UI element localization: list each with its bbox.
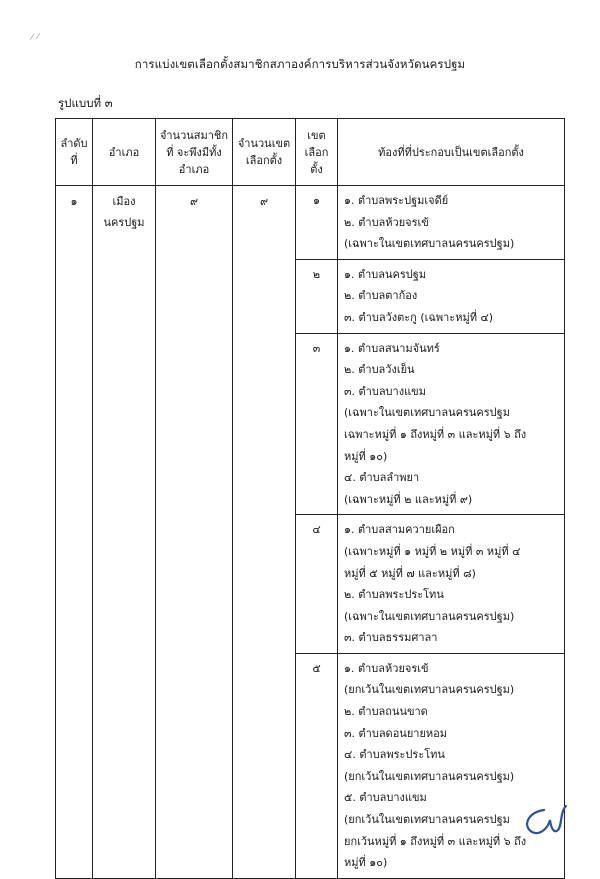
area-line: ๑. ตำบลห้วยจรเข้ [344,661,429,675]
area-line: ยกเว้นหมู่ที่ ๑ ถึงหมู่ที่ ๓ และหมู่ที่ ๖ ถึง [344,834,527,848]
scan-mark-icon [28,30,48,44]
area-line: ๑. ตำบลนครปฐม [344,267,427,281]
area-line: ๕. ตำบลบางแขม [344,791,427,805]
area-line: ๒. ตำบลตาก้อง [344,289,418,303]
cell-order: ๑ [56,186,93,879]
area-line: ๒. ตำบลวังเย็น [344,363,415,377]
header-district: อำเภอ [93,119,156,186]
table-row [56,186,565,260]
cell-members: ๙ [156,186,233,879]
zoning-table [55,118,565,879]
area-line: ๓. ตำบลบางแขม [344,384,426,398]
area-line: (ยกเว้นในเขตเทศบาลนครนครปฐม) [344,683,515,697]
header-order: ลำดับ ที่ [56,119,93,186]
area-line: (ยกเว้นในเขตเทศบาลนครนครปฐม [344,813,510,827]
cell-zone-count: ๙ [233,186,296,879]
zone-areas [338,333,565,515]
area-line: หมู่ที่ ๑๐) [344,856,388,870]
header-zone: เขต เลือกตั้ง [296,119,338,186]
format-label: รูปแบบที่ ๓ [58,96,113,110]
area-line: ๓. ตำบลดอนยายหอม [344,726,448,740]
area-line: ๓. ตำบลธรรมศาลา [344,631,438,645]
zone-number: ๒ [296,259,338,333]
zone-number: ๔ [296,515,338,654]
area-line: ๑. ตำบลสนามจันทร์ [344,341,440,355]
area-line: ๑. ตำบลพระปฐมเจดีย์ [344,194,449,207]
zone-areas [338,515,565,654]
zone-areas [338,259,565,333]
area-line: (เฉพาะหมู่ที่ ๒ และหมู่ที่ ๙) [344,492,473,506]
header-zone-count: จำนวนเขต เลือกตั้ง [233,119,296,186]
area-line: ๔. ตำบลพระประโทน [344,748,445,762]
area-line: (เฉพาะในเขตเทศบาลนครนครปฐม) [344,237,515,251]
area-line: หมู่ที่ ๕ หมู่ที่ ๗ และหมู่ที่ ๘) [344,566,476,580]
zone-number: ๕ [296,653,338,878]
zone-areas [338,186,565,260]
zone-areas [338,653,565,878]
header-areas: ท้องที่ที่ประกอบเป็นเขตเลือกตั้ง [338,119,565,186]
cell-district: เมือง นครปฐม [93,186,156,879]
document-title: การแบ่งเขตเลือกตั้งสมาชิกสภาองค์การบริหารส่วนจังหวัดนครปฐม [134,57,466,71]
header-members: จำนวนสมาชิกที่ จะพึงมีทั้ง อำเภอ [156,119,233,186]
area-line: เฉพาะหมู่ที่ ๑ ถึงหมู่ที่ ๓ และหมู่ที่ ๖ ถึง [344,427,527,441]
area-line: (เฉพาะในเขตเทศบาลนครนครปฐม [344,406,510,420]
area-line: ๒. ตำบลพระประโทน [344,588,444,602]
signature-initial [514,800,580,840]
area-line: ๒. ตำบลถนนขาด [344,705,428,719]
area-line: (ยกเว้นในเขตเทศบาลนครนครปฐม) [344,769,515,783]
area-line: หมู่ที่ ๑๐) [344,449,388,463]
zone-number: ๑ [296,186,338,260]
area-line: ๑. ตำบลสามควายเผือก [344,523,455,537]
area-line: ๒. ตำบลห้วยจรเข้ [344,215,429,229]
area-line: (เฉพาะหมู่ที่ ๑ หมู่ที่ ๒ หมู่ที่ ๓ หมู่ที่ ๔ [344,544,521,558]
area-line: ๓. ตำบลวังตะกู (เฉพาะหมู่ที่ ๔) [344,310,494,324]
area-line: ๔. ตำบลลำพยา [344,471,420,485]
zone-number: ๓ [296,333,338,515]
area-line: (เฉพาะในเขตเทศบาลนครนครปฐม) [344,609,515,623]
table-header-row [56,119,565,186]
